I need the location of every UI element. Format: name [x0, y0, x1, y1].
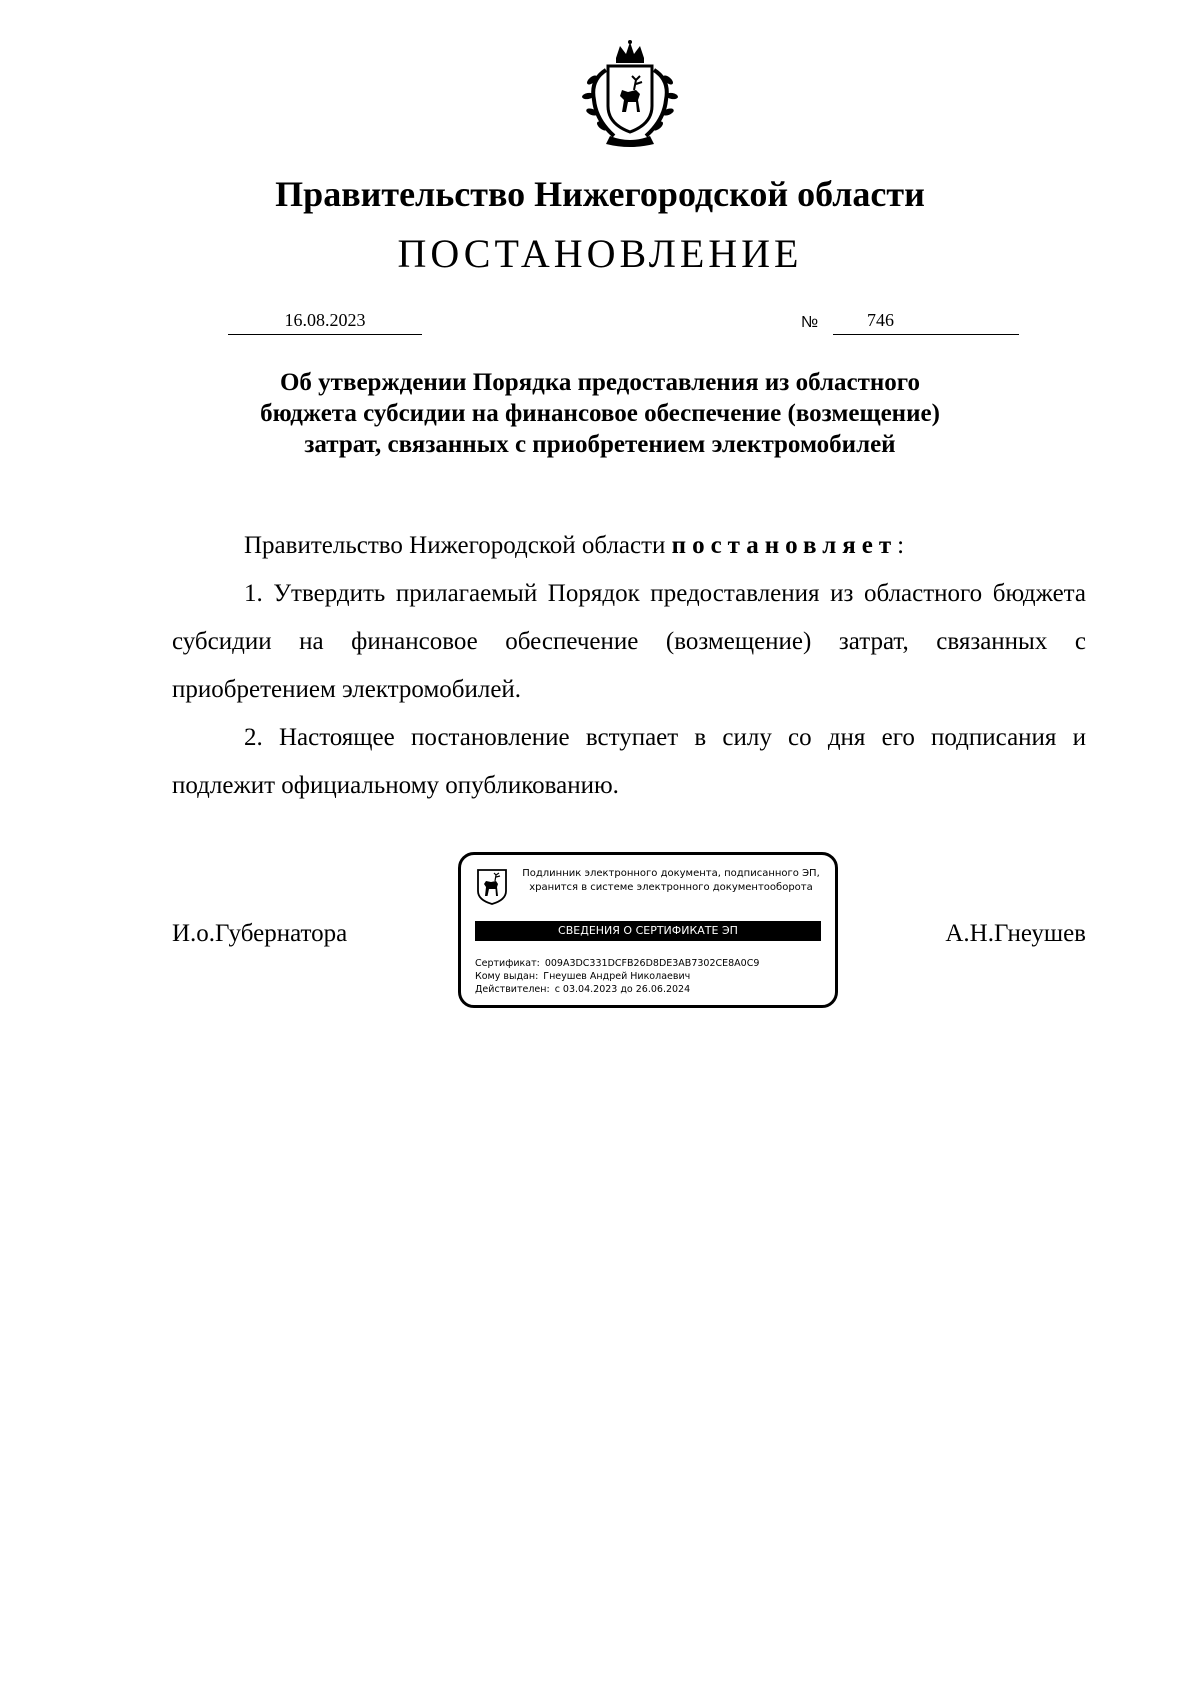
intro-suffix: : — [897, 532, 905, 559]
document-date: 16.08.2023 — [228, 308, 422, 335]
deer-shield-icon — [477, 869, 507, 905]
stamp-note — [513, 867, 829, 895]
certificate-row — [475, 957, 821, 970]
intro-paragraph — [172, 522, 1086, 570]
item-1-paragraph: 1. Утвердить прилагаемый Порядок предоставления из областного бюджета субсидии на финансовое обеспечение (возмещение) затрат, связанных с приобретением электромобилей. — [172, 580, 1086, 703]
signatory-name: А.Н.Гнеушев — [945, 920, 1086, 947]
subject-line: бюджета субсидии на финансовое обеспечение (возмещение) — [260, 400, 940, 427]
intro-verb: постановляет — [671, 532, 898, 559]
certificate-value: 009A3DC331DCFB26D8DE3AB7302CE8A0C9 — [544, 958, 760, 969]
issued-to-row — [475, 970, 821, 983]
signatory-role: И.о.Губернатора — [172, 920, 348, 947]
number-sign: № — [801, 314, 819, 331]
validity-value: с 03.04.2023 до 26.06.2024 — [554, 984, 691, 995]
item-2-paragraph: 2. Настоящее постановление вступает в силу со дня его подписания и подлежит официальному опубликованию. — [172, 724, 1086, 799]
certificate-label: Сертификат: — [475, 958, 540, 969]
e-signature-stamp — [458, 852, 838, 1008]
issued-to-label: Кому выдан: — [475, 971, 539, 982]
document-number-field — [833, 308, 1019, 335]
certificate-header: СВЕДЕНИЯ О СЕРТИФИКАТЕ ЭП — [475, 921, 821, 941]
stamp-note-line: хранится в системе электронного документооборота — [529, 882, 813, 893]
subject-line: затрат, связанных с приобретением электромобилей — [304, 431, 896, 458]
document-subject — [0, 367, 1200, 460]
certificate-details — [475, 957, 821, 996]
subject-line: Об утверждении Порядка предоставления из областного — [279, 369, 920, 396]
coat-of-arms-icon — [570, 40, 690, 148]
document-type: ПОСТАНОВЛЕНИЕ — [397, 231, 803, 276]
document-number: 746 — [867, 310, 894, 330]
validity-row — [475, 983, 821, 996]
intro-prefix: Правительство Нижегородской области — [244, 532, 672, 559]
stamp-note-line: Подлинник электронного документа, подписанного ЭП, — [522, 868, 820, 879]
validity-label: Действителен: — [475, 984, 550, 995]
government-title: Правительство Нижегородской области — [275, 174, 925, 214]
document-body — [172, 522, 1086, 810]
issued-to-value: Гнеушев Андрей Николаевич — [543, 971, 691, 982]
